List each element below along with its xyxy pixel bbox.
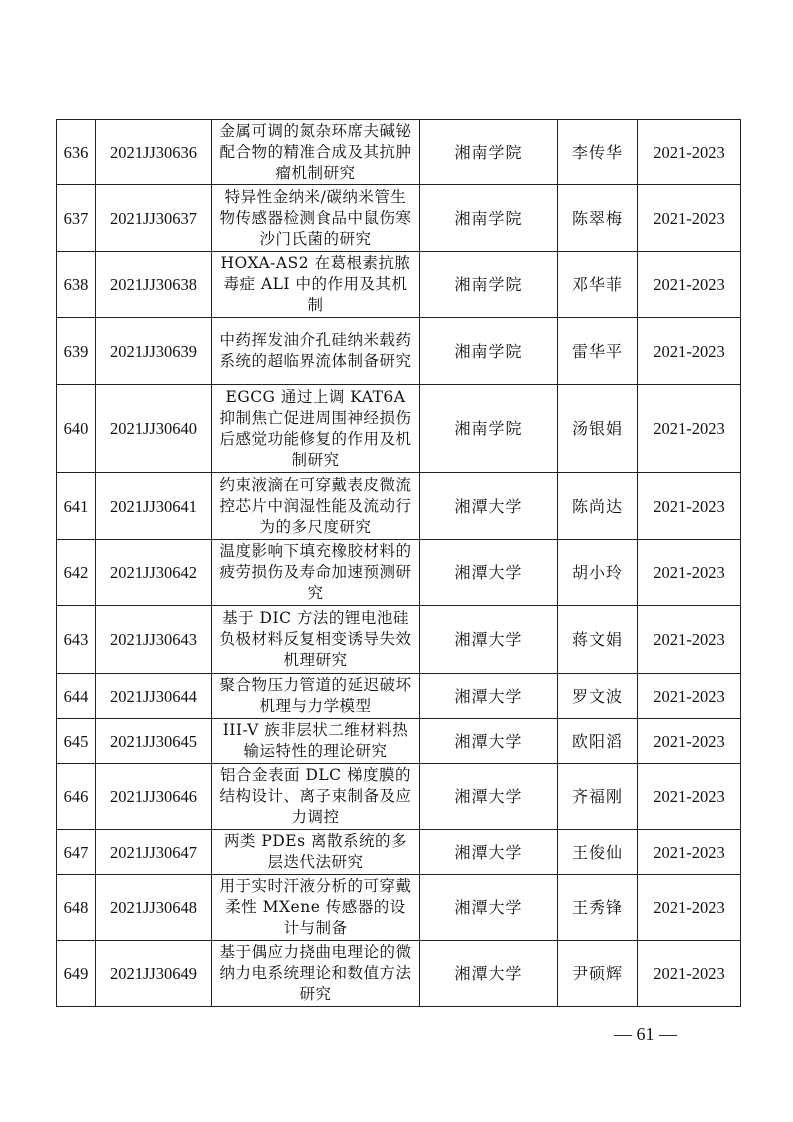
period-cell: 2021-2023 xyxy=(638,120,741,185)
seq-cell: 638 xyxy=(57,252,96,318)
leader-cell: 汤银娟 xyxy=(558,385,638,473)
leader-cell: 齐福刚 xyxy=(558,764,638,830)
period-cell: 2021-2023 xyxy=(638,875,741,941)
project-code-cell: 2021JJ30644 xyxy=(96,674,212,719)
project-code-cell: 2021JJ30645 xyxy=(96,719,212,764)
leader-cell: 蒋文娟 xyxy=(558,606,638,674)
period-cell: 2021-2023 xyxy=(638,941,741,1007)
project-title-cell: 温度影响下填充橡胶材料的疲劳损伤及寿命加速预测研究 xyxy=(212,540,420,606)
period-cell: 2021-2023 xyxy=(638,606,741,674)
seq-cell: 643 xyxy=(57,606,96,674)
project-code-cell: 2021JJ30640 xyxy=(96,385,212,473)
leader-cell: 尹硕辉 xyxy=(558,941,638,1007)
institution-cell: 湘潭大学 xyxy=(420,719,558,764)
seq-cell: 646 xyxy=(57,764,96,830)
period-cell: 2021-2023 xyxy=(638,674,741,719)
leader-cell: 邓华菲 xyxy=(558,252,638,318)
institution-cell: 湘南学院 xyxy=(420,252,558,318)
project-title-cell: 金属可调的氮杂环席夫碱铋配合物的精准合成及其抗肿瘤机制研究 xyxy=(212,120,420,185)
institution-cell: 湘南学院 xyxy=(420,120,558,185)
table-row xyxy=(57,540,741,606)
institution-cell: 湘南学院 xyxy=(420,185,558,252)
grant-table xyxy=(56,119,741,1007)
leader-cell: 雷华平 xyxy=(558,318,638,385)
institution-cell: 湘潭大学 xyxy=(420,540,558,606)
table-row xyxy=(57,606,741,674)
project-title-cell: HOXA-AS2 在葛根素抗脓毒症 ALI 中的作用及其机制 xyxy=(212,252,420,318)
project-code-cell: 2021JJ30637 xyxy=(96,185,212,252)
page-number xyxy=(614,1024,677,1045)
project-title-cell: 中药挥发油介孔硅纳米载药系统的超临界流体制备研究 xyxy=(212,318,420,385)
project-title-cell: 基于 DIC 方法的锂电池硅负极材料反复相变诱导失效机理研究 xyxy=(212,606,420,674)
institution-cell: 湘潭大学 xyxy=(420,473,558,540)
seq-cell: 639 xyxy=(57,318,96,385)
seq-cell: 649 xyxy=(57,941,96,1007)
table-row xyxy=(57,385,741,473)
table-row xyxy=(57,830,741,875)
seq-cell: 640 xyxy=(57,385,96,473)
project-code-cell: 2021JJ30639 xyxy=(96,318,212,385)
leader-cell: 胡小玲 xyxy=(558,540,638,606)
seq-cell: 648 xyxy=(57,875,96,941)
table-row xyxy=(57,120,741,185)
project-title-cell: 聚合物压力管道的延迟破坏机理与力学模型 xyxy=(212,674,420,719)
project-code-cell: 2021JJ30638 xyxy=(96,252,212,318)
project-title-cell: 特异性金纳米/碳纳米管生物传感器检测食品中鼠伤寒沙门氏菌的研究 xyxy=(212,185,420,252)
project-title-cell: 两类 PDEs 离散系统的多层迭代法研究 xyxy=(212,830,420,875)
page-number-dash-left: — xyxy=(614,1024,632,1044)
project-code-cell: 2021JJ30648 xyxy=(96,875,212,941)
table-row xyxy=(57,185,741,252)
institution-cell: 湘潭大学 xyxy=(420,674,558,719)
table-row xyxy=(57,674,741,719)
leader-cell: 陈尚达 xyxy=(558,473,638,540)
institution-cell: 湘潭大学 xyxy=(420,941,558,1007)
project-code-cell: 2021JJ30647 xyxy=(96,830,212,875)
project-title-cell: EGCG 通过上调 KAT6A 抑制焦亡促进周围神经损伤后感觉功能修复的作用及机制研究 xyxy=(212,385,420,473)
seq-cell: 641 xyxy=(57,473,96,540)
table-body xyxy=(57,120,741,1007)
period-cell: 2021-2023 xyxy=(638,830,741,875)
leader-cell: 陈翠梅 xyxy=(558,185,638,252)
table-row xyxy=(57,252,741,318)
table-row xyxy=(57,941,741,1007)
project-code-cell: 2021JJ30643 xyxy=(96,606,212,674)
seq-cell: 637 xyxy=(57,185,96,252)
project-title-cell: 铝合金表面 DLC 梯度膜的结构设计、离子束制备及应力调控 xyxy=(212,764,420,830)
project-title-cell: III-V 族非层状二维材料热输运特性的理论研究 xyxy=(212,719,420,764)
seq-cell: 647 xyxy=(57,830,96,875)
page-number-dash-right: — xyxy=(659,1024,677,1044)
project-code-cell: 2021JJ30649 xyxy=(96,941,212,1007)
table-row xyxy=(57,875,741,941)
institution-cell: 湘潭大学 xyxy=(420,875,558,941)
institution-cell: 湘南学院 xyxy=(420,385,558,473)
table-row xyxy=(57,473,741,540)
period-cell: 2021-2023 xyxy=(638,540,741,606)
page-number-value: 61 xyxy=(636,1024,655,1044)
seq-cell: 642 xyxy=(57,540,96,606)
leader-cell: 王秀锋 xyxy=(558,875,638,941)
leader-cell: 欧阳滔 xyxy=(558,719,638,764)
period-cell: 2021-2023 xyxy=(638,385,741,473)
period-cell: 2021-2023 xyxy=(638,764,741,830)
period-cell: 2021-2023 xyxy=(638,318,741,385)
institution-cell: 湘潭大学 xyxy=(420,764,558,830)
leader-cell: 王俊仙 xyxy=(558,830,638,875)
period-cell: 2021-2023 xyxy=(638,719,741,764)
table-row xyxy=(57,719,741,764)
table-row xyxy=(57,318,741,385)
period-cell: 2021-2023 xyxy=(638,185,741,252)
seq-cell: 636 xyxy=(57,120,96,185)
project-code-cell: 2021JJ30642 xyxy=(96,540,212,606)
project-code-cell: 2021JJ30646 xyxy=(96,764,212,830)
institution-cell: 湘潭大学 xyxy=(420,606,558,674)
period-cell: 2021-2023 xyxy=(638,252,741,318)
seq-cell: 645 xyxy=(57,719,96,764)
project-code-cell: 2021JJ30636 xyxy=(96,120,212,185)
institution-cell: 湘南学院 xyxy=(420,318,558,385)
seq-cell: 644 xyxy=(57,674,96,719)
leader-cell: 罗文波 xyxy=(558,674,638,719)
project-title-cell: 约束液滴在可穿戴表皮微流控芯片中润湿性能及流动行为的多尺度研究 xyxy=(212,473,420,540)
institution-cell: 湘潭大学 xyxy=(420,830,558,875)
period-cell: 2021-2023 xyxy=(638,473,741,540)
project-title-cell: 基于偶应力挠曲电理论的微纳力电系统理论和数值方法研究 xyxy=(212,941,420,1007)
project-title-cell: 用于实时汗液分析的可穿戴柔性 MXene 传感器的设计与制备 xyxy=(212,875,420,941)
project-code-cell: 2021JJ30641 xyxy=(96,473,212,540)
leader-cell: 李传华 xyxy=(558,120,638,185)
table-row xyxy=(57,764,741,830)
